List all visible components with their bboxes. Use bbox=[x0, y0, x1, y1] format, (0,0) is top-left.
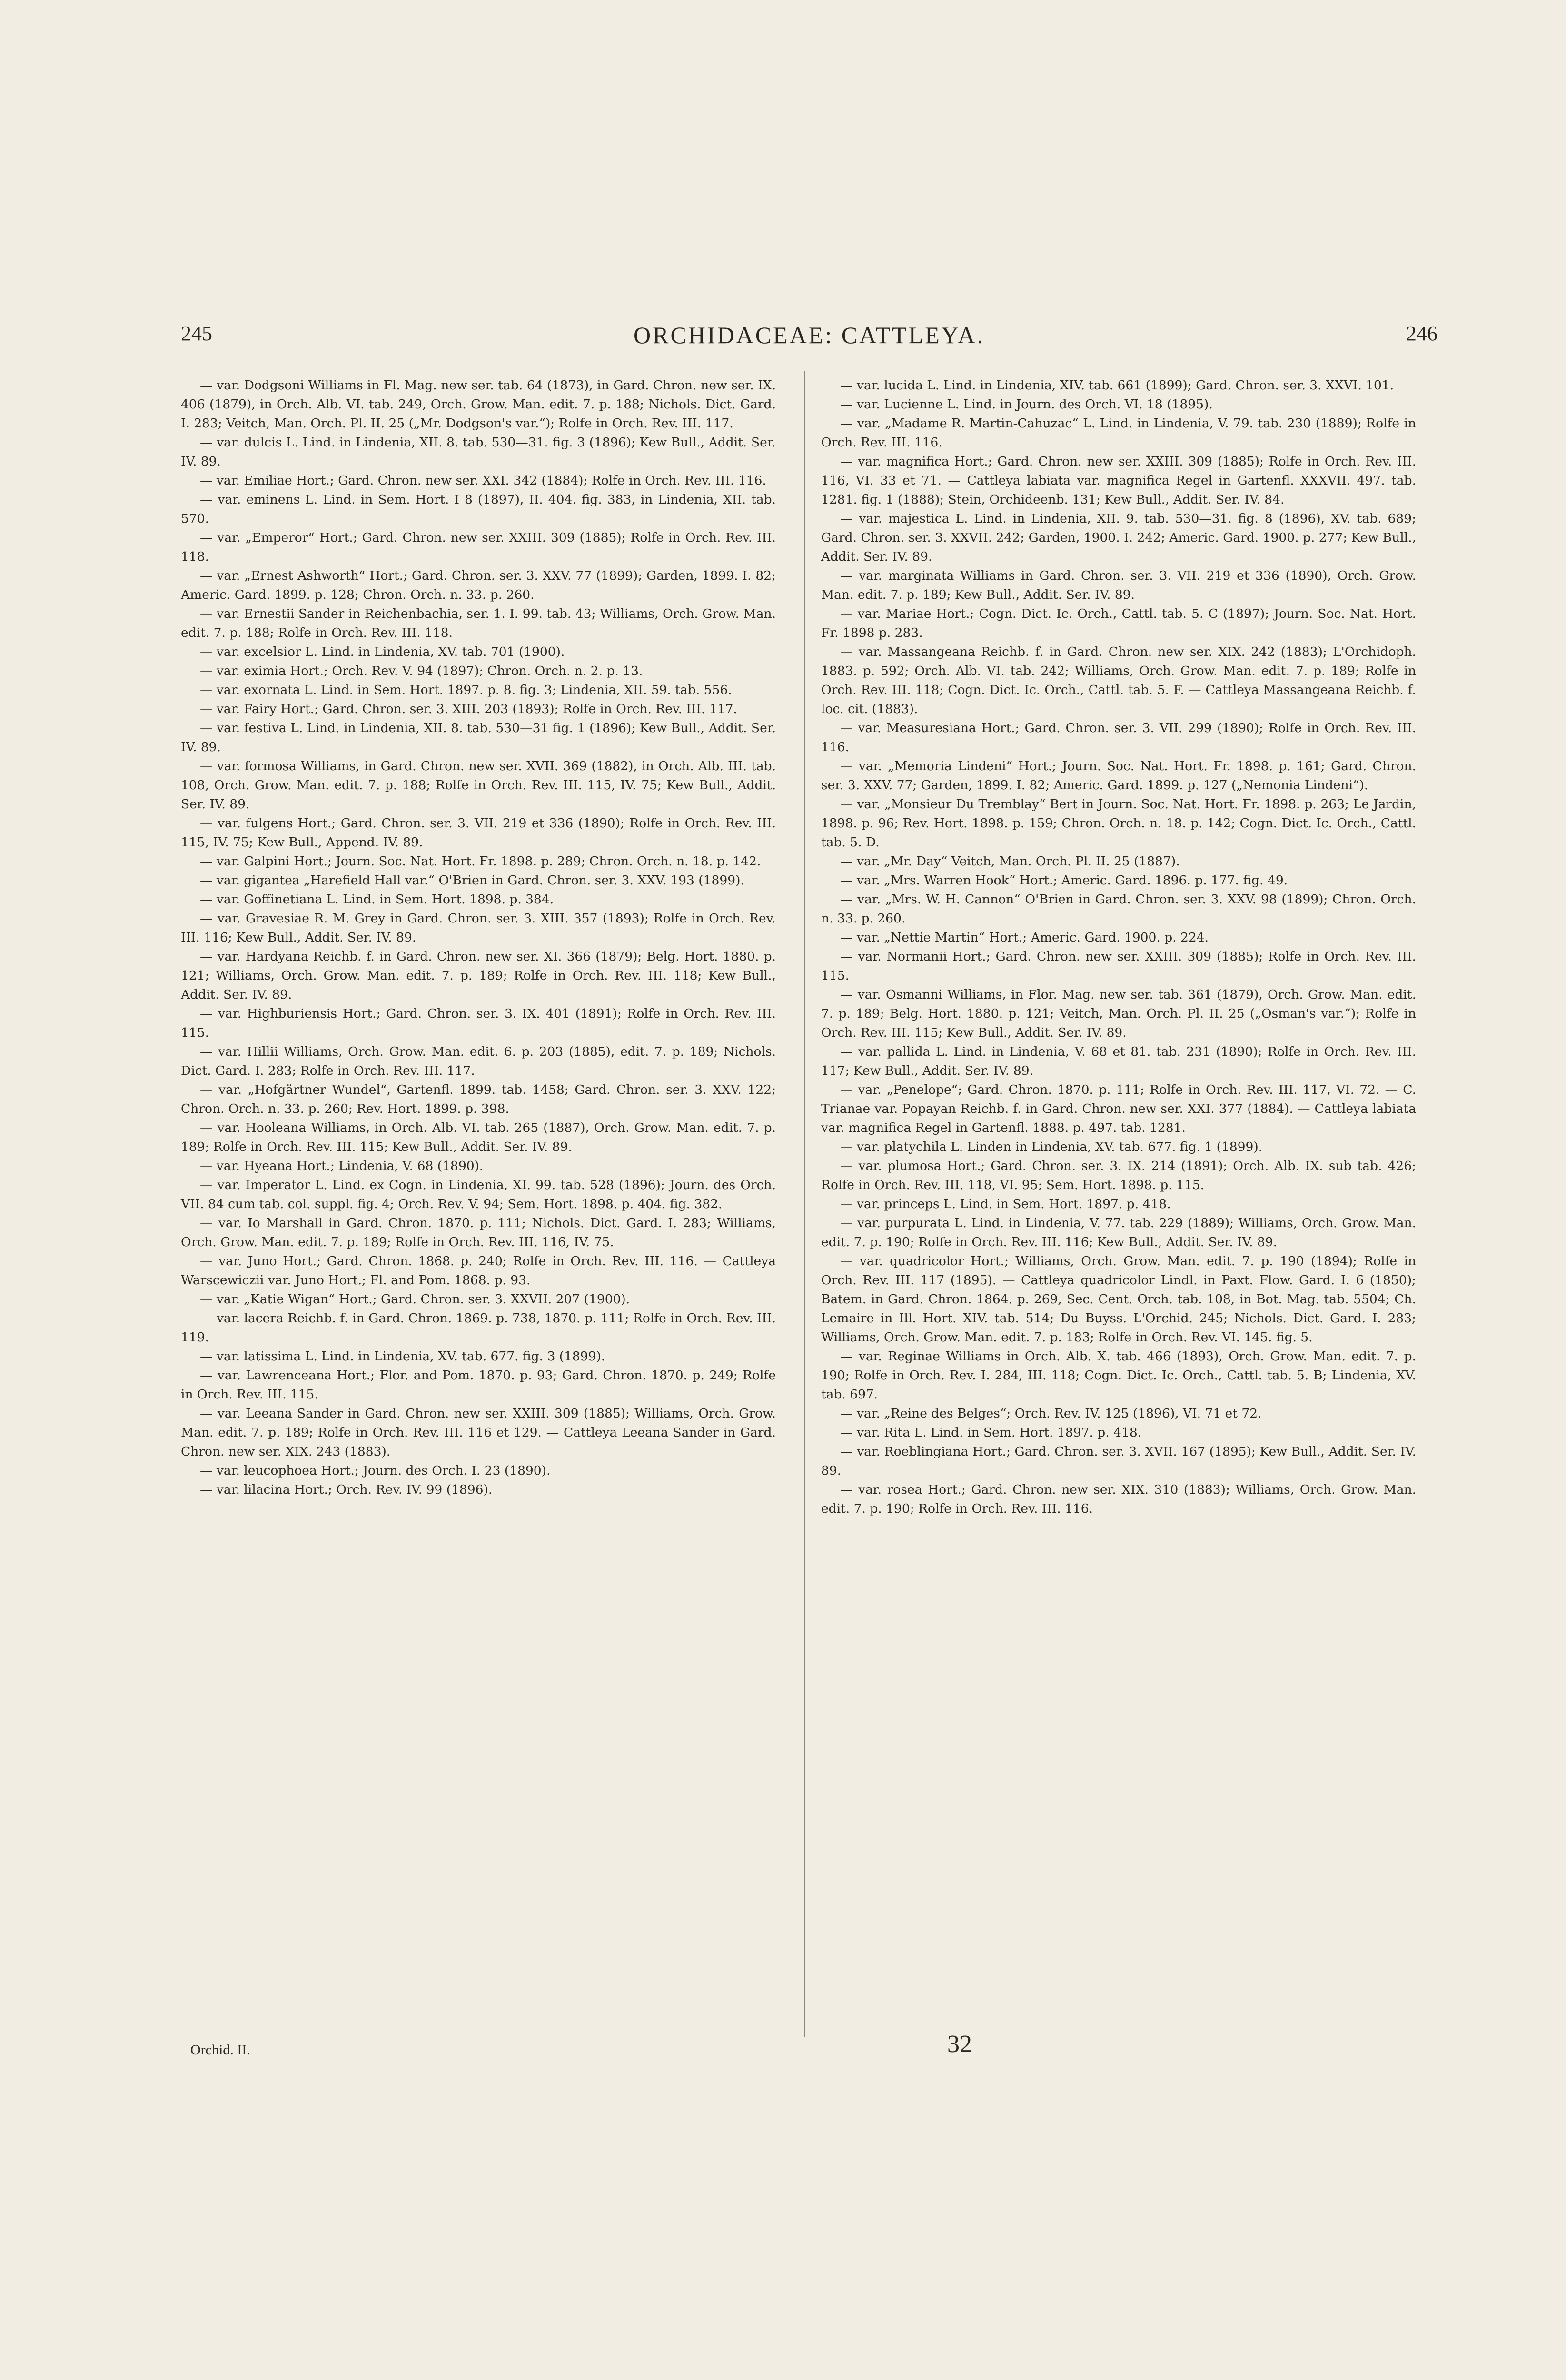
variety-entry: — var. platychila L. Linden in Lindenia, XV. tab. 677. fig. 1 (1899). bbox=[840, 1140, 1263, 1154]
variety-entry: — var. Gravesiae R. M. Grey in Gard. Chron. ser. 3. XIII. 357 (1893); Rolfe in Orch. Rev. III. 116; Kew Bull., Addit. Ser. IV. 89. bbox=[181, 911, 776, 945]
variety-entry: — var. Goffinetiana L. Lind. in Sem. Hort. 1898. p. 384. bbox=[200, 892, 554, 907]
variety-entry: — var. lucida L. Lind. in Lindenia, XIV. tab. 661 (1899); Gard. Chron. ser. 3. XXVI. 101. bbox=[840, 378, 1394, 393]
variety-entry: — var. lacera Reichb. f. in Gard. Chron. 1869. p. 738, 1870. p. 111; Rolfe in Orch. Rev. III. 119. bbox=[181, 1311, 776, 1345]
variety-entry: — var. „Penelope“; Gard. Chron. 1870. p. 111; Rolfe in Orch. Rev. III. 117, VI. 72. — C. Trianae var. Popayan Reichb. f. in Gard. Chron. new ser. XXI. 377 (1884). — Cattleya labiata var. magnifica Regel in Gartenfl. 1888. p. 497. tab. 1281. bbox=[821, 1082, 1416, 1135]
variety-entry: — var. dulcis L. Lind. in Lindenia, XII. 8. tab. 530—31. fig. 3 (1896); Kew Bull., Addit. Ser. IV. 89. bbox=[181, 435, 776, 469]
variety-entry: — var. fulgens Hort.; Gard. Chron. ser. 3. VII. 219 et 336 (1890); Rolfe in Orch. Rev. III. 115, IV. 75; Kew Bull., Append. IV. 89. bbox=[181, 816, 776, 850]
variety-entry: — var. festiva L. Lind. in Lindenia, XII. 8. tab. 530—31 fig. 1 (1896); Kew Bull., Addit. Ser. IV. 89. bbox=[181, 721, 776, 754]
variety-entry: — var. eximia Hort.; Orch. Rev. V. 94 (1897); Chron. Orch. n. 2. p. 13. bbox=[200, 664, 643, 678]
variety-entry: — var. „Monsieur Du Tremblay“ Bert in Journ. Soc. Nat. Hort. Fr. 1898. p. 263; Le Jardin, 1898. p. 96; Rev. Hort. 1898. p. 159; Chron. Orch. n. 18. p. 142; Cogn. Dict. Ic. Orch., Cattl. tab. 5. D. bbox=[821, 797, 1416, 850]
variety-entry: — var. latissima L. Lind. in Lindenia, XV. tab. 677. fig. 3 (1899). bbox=[200, 1349, 605, 1364]
variety-entry: — var. Roeblingiana Hort.; Gard. Chron. ser. 3. XVII. 167 (1895); Kew Bull., Addit. Ser. IV. 89. bbox=[821, 1444, 1416, 1478]
variety-entry: — var. „Nettie Martin“ Hort.; Americ. Gard. 1900. p. 224. bbox=[840, 930, 1209, 945]
variety-entry: — var. Measuresiana Hort.; Gard. Chron. ser. 3. VII. 299 (1890); Rolfe in Orch. Rev. III. 116. bbox=[821, 721, 1416, 754]
variety-entry: — var. marginata Williams in Gard. Chron. ser. 3. VII. 219 et 336 (1890), Orch. Grow. Man. edit. 7. p. 189; Kew Bull., Addit. Ser. IV. 89. bbox=[821, 568, 1416, 602]
page-number-right: 246 bbox=[1406, 322, 1437, 345]
variety-entry: — var. „Memoria Lindeni“ Hort.; Journ. Soc. Nat. Hort. Fr. 1898. p. 161; Gard. Chron. ser. 3. XXV. 77; Garden, 1899. I. 82; Americ. Gard. 1899. p. 127 („Nemonia Lindeni“). bbox=[821, 759, 1416, 793]
variety-entry: — var. leucophoea Hort.; Journ. des Orch. I. 23 (1890). bbox=[200, 1463, 551, 1478]
footer-signature-mark: 32 bbox=[947, 2031, 972, 2058]
variety-entry: — var. rosea Hort.; Gard. Chron. new ser. XIX. 310 (1883); Williams, Orch. Grow. Man. edit. 7. p. 190; Rolfe in Orch. Rev. III. 116. bbox=[821, 1482, 1416, 1516]
variety-entry: — var. Ernestii Sander in Reichenbachia, ser. 1. I. 99. tab. 43; Williams, Orch. Grow. Man. edit. 7. p. 188; Rolfe in Orch. Rev. III. 118. bbox=[181, 606, 776, 640]
variety-entry: — var. „Emperor“ Hort.; Gard. Chron. new ser. XXIII. 309 (1885); Rolfe in Orch. Rev. III. 118. bbox=[181, 530, 776, 564]
variety-entry: — var. „Mr. Day“ Veitch, Man. Orch. Pl. II. 25 (1887). bbox=[840, 854, 1180, 869]
variety-entry: — var. Osmanni Williams, in Flor. Mag. new ser. tab. 361 (1879), Orch. Grow. Man. edit. 7. p. 189; Belg. Hort. 1880. p. 121; Veitch, Man. Orch. Pl. II. 25 („Osman's var.“); Rolfe in Orch. Rev. III. 115; Kew Bull., Addit. Ser. IV. 89. bbox=[821, 987, 1416, 1040]
variety-entry: — var. Lucienne L. Lind. in Journ. des Orch. VI. 18 (1895). bbox=[840, 397, 1213, 412]
variety-entry: — var. „Reine des Belges“; Orch. Rev. IV. 125 (1896), VI. 71 et 72. bbox=[840, 1406, 1262, 1421]
variety-entry: — var. Rita L. Lind. in Sem. Hort. 1897. p. 418. bbox=[840, 1425, 1142, 1440]
left-column bbox=[181, 376, 776, 1499]
variety-entry: — var. Dodgsoni Williams in Fl. Mag. new ser. tab. 64 (1873), in Gard. Chron. new ser. IX. 406 (1879), in Orch. Alb. VI. tab. 249, Orch. Grow. Man. edit. 7. p. 188; Nichols. Dict. Gard. I. 283; Veitch, Man. Orch. Pl. II. 25 („Mr. Dodgson's var.“); Rolfe in Orch. Rev. III. 117. bbox=[181, 378, 776, 431]
variety-entry: — var. Normanii Hort.; Gard. Chron. new ser. XXIII. 309 (1885); Rolfe in Orch. Rev. III. 115. bbox=[821, 949, 1416, 983]
page-number-left: 245 bbox=[181, 322, 212, 345]
variety-entry: — var. Reginae Williams in Orch. Alb. X. tab. 466 (1893), Orch. Grow. Man. edit. 7. p. 190; Rolfe in Orch. Rev. I. 284, III. 118; Cogn. Dict. Ic. Orch., Cattl. tab. 5. B; Lindenia, XV. tab. 697. bbox=[821, 1349, 1416, 1402]
variety-entry: — var. lilacina Hort.; Orch. Rev. IV. 99 (1896). bbox=[200, 1482, 493, 1497]
variety-entry: — var. „Hofgärtner Wundel“, Gartenfl. 1899. tab. 1458; Gard. Chron. ser. 3. XXV. 122; Chron. Orch. n. 33. p. 260; Rev. Hort. 1899. p. 398. bbox=[181, 1082, 776, 1116]
variety-entry: — var. magnifica Hort.; Gard. Chron. new ser. XXIII. 309 (1885); Rolfe in Orch. Rev. III. 116, VI. 33 et 71. — Cattleya labiata var. magnifica Regel in Gartenfl. XXXVII. 497. tab. 1281. fig. 1 (1888); Stein, Orchideenb. 131; Kew Bull., Addit. Ser. IV. 84. bbox=[821, 454, 1416, 507]
variety-entry: — var. Galpini Hort.; Journ. Soc. Nat. Hort. Fr. 1898. p. 289; Chron. Orch. n. 18. p. 142. bbox=[200, 854, 761, 869]
running-title: ORCHIDACEAE: CATTLEYA. bbox=[634, 322, 985, 348]
variety-entry: — var. majestica L. Lind. in Lindenia, XII. 9. tab. 530—31. fig. 8 (1896), XV. tab. 689; Gard. Chron. ser. 3. XXVII. 242; Garden, 1900. I. 242; Americ. Gard. 1900. p. 277; Kew Bull., Addit. Ser. IV. 89. bbox=[821, 511, 1416, 564]
variety-entry: — var. excelsior L. Lind. in Lindenia, XV. tab. 701 (1900). bbox=[200, 645, 565, 659]
variety-entry: — var. Hillii Williams, Orch. Grow. Man. edit. 6. p. 203 (1885), edit. 7. p. 189; Nichols. Dict. Gard. I. 283; Rolfe in Orch. Rev. III. 117. bbox=[181, 1044, 776, 1078]
variety-entry: — var. exornata L. Lind. in Sem. Hort. 1897. p. 8. fig. 3; Lindenia, XII. 59. tab. 556. bbox=[200, 683, 732, 697]
variety-entry: — var. Hardyana Reichb. f. in Gard. Chron. new ser. XI. 366 (1879); Belg. Hort. 1880. p. 121; Williams, Orch. Grow. Man. edit. 7. p. 189; Rolfe in Orch. Rev. III. 118; Kew Bull., Addit. Ser. IV. 89. bbox=[181, 949, 776, 1002]
right-column bbox=[821, 376, 1416, 1518]
variety-entry: — var. Leeana Sander in Gard. Chron. new ser. XXIII. 309 (1885); Williams, Orch. Grow. Man. edit. 7. p. 189; Rolfe in Orch. Rev. III. 116 et 129. — Cattleya Leeana Sander in Gard. Chron. new ser. XIX. 243 (1883). bbox=[181, 1406, 776, 1459]
variety-entry: — var. „Mrs. Warren Hook“ Hort.; Americ. Gard. 1896. p. 177. fig. 49. bbox=[840, 873, 1288, 888]
variety-entry: — var. Lawrenceana Hort.; Flor. and Pom. 1870. p. 93; Gard. Chron. 1870. p. 249; Rolfe in Orch. Rev. III. 115. bbox=[181, 1368, 776, 1402]
variety-entry: — var. purpurata L. Lind. in Lindenia, V. 77. tab. 229 (1889); Williams, Orch. Grow. Man. edit. 7. p. 190; Rolfe in Orch. Rev. III. 116; Kew Bull., Addit. Ser. IV. 89. bbox=[821, 1216, 1416, 1250]
variety-entry: — var. Emiliae Hort.; Gard. Chron. new ser. XXI. 342 (1884); Rolfe in Orch. Rev. III. 116. bbox=[200, 473, 766, 488]
variety-entry: — var. Mariae Hort.; Cogn. Dict. Ic. Orch., Cattl. tab. 5. C (1897); Journ. Soc. Nat. Hort. Fr. 1898 p. 283. bbox=[821, 606, 1416, 640]
variety-entry: — var. gigantea „Harefield Hall var.“ O'Brien in Gard. Chron. ser. 3. XXV. 193 (1899). bbox=[200, 873, 744, 888]
variety-entry: — var. „Madame R. Martin-Cahuzac“ L. Lind. in Lindenia, V. 79. tab. 230 (1889); Rolfe in Orch. Rev. III. 116. bbox=[821, 416, 1416, 450]
variety-entry: — var. formosa Williams, in Gard. Chron. new ser. XVII. 369 (1882), in Orch. Alb. III. tab. 108, Orch. Grow. Man. edit. 7. p. 188; Rolfe in Orch. Rev. III. 115, IV. 75; Kew Bull., Addit. Ser. IV. 89. bbox=[181, 759, 776, 812]
variety-entry: — var. „Katie Wigan“ Hort.; Gard. Chron. ser. 3. XXVII. 207 (1900). bbox=[200, 1292, 630, 1307]
variety-entry: — var. Juno Hort.; Gard. Chron. 1868. p. 240; Rolfe in Orch. Rev. III. 116. — Cattleya Warscewiczii var. Juno Hort.; Fl. and Pom. 1868. p. 93. bbox=[181, 1254, 776, 1288]
page-header bbox=[181, 321, 1437, 355]
variety-entry: — var. eminens L. Lind. in Sem. Hort. I 8 (1897), II. 404. fig. 383, in Lindenia, XII. tab. 570. bbox=[181, 492, 776, 526]
column-divider bbox=[804, 371, 805, 2037]
variety-entry: — var. Fairy Hort.; Gard. Chron. ser. 3. XIII. 203 (1893); Rolfe in Orch. Rev. III. 117. bbox=[200, 702, 737, 716]
variety-entry: — var. „Mrs. W. H. Cannon“ O'Brien in Gard. Chron. ser. 3. XXV. 98 (1899); Chron. Orch. n. 33. p. 260. bbox=[821, 892, 1416, 926]
variety-entry: — var. Imperator L. Lind. ex Cogn. in Lindenia, XI. 99. tab. 528 (1896); Journ. des Orch. VII. 84 cum tab. col. suppl. fig. 4; Orch. Rev. V. 94; Sem. Hort. 1898. p. 404. fig. 382. bbox=[181, 1178, 776, 1211]
variety-entry: — var. Hyeana Hort.; Lindenia, V. 68 (1890). bbox=[200, 1159, 484, 1173]
variety-entry: — var. Io Marshall in Gard. Chron. 1870. p. 111; Nichols. Dict. Gard. I. 283; Williams, Orch. Grow. Man. edit. 7. p. 189; Rolfe in Orch. Rev. III. 116, IV. 75. bbox=[181, 1216, 776, 1250]
variety-entry: — var. Massangeana Reichb. f. in Gard. Chron. new ser. XIX. 242 (1883); L'Orchidoph. 1883. p. 592; Orch. Alb. VI. tab. 242; Williams, Orch. Grow. Man. edit. 7. p. 189; Rolfe in Orch. Rev. III. 118; Cogn. Dict. Ic. Orch., Cattl. tab. 5. F. — Cattleya Massangeana Reichb. f. loc. cit. (1883). bbox=[821, 645, 1416, 716]
variety-entry: — var. princeps L. Lind. in Sem. Hort. 1897. p. 418. bbox=[840, 1197, 1171, 1211]
footer-volume-label: Orchid. II. bbox=[190, 2042, 250, 2058]
variety-entry: — var. Highburiensis Hort.; Gard. Chron. ser. 3. IX. 401 (1891); Rolfe in Orch. Rev. III. 115. bbox=[181, 1006, 776, 1040]
variety-entry: — var. Hooleana Williams, in Orch. Alb. VI. tab. 265 (1887), Orch. Grow. Man. edit. 7. p. 189; Rolfe in Orch. Rev. III. 115; Kew Bull., Addit. Ser. IV. 89. bbox=[181, 1121, 776, 1154]
variety-entry: — var. quadricolor Hort.; Williams, Orch. Grow. Man. edit. 7. p. 190 (1894); Rolfe in Orch. Rev. III. 117 (1895). — Cattleya quadricolor Lindl. in Paxt. Flow. Gard. I. 6 (1850); Batem. in Gard. Chron. 1864. p. 269, Sec. Cent. Orch. tab. 108, in Bot. Mag. tab. 5504; Ch. Lemaire in Ill. Hort. XIV. tab. 514; Du Buyss. L'Orchid. 245; Nichols. Dict. Gard. I. 283; Williams, Orch. Grow. Man. edit. 7. p. 183; Rolfe in Orch. Rev. VI. 145. fig. 5. bbox=[821, 1254, 1416, 1345]
variety-entry: — var. pallida L. Lind. in Lindenia, V. 68 et 81. tab. 231 (1890); Rolfe in Orch. Rev. III. 117; Kew Bull., Addit. Ser. IV. 89. bbox=[821, 1044, 1416, 1078]
variety-entry: — var. plumosa Hort.; Gard. Chron. ser. 3. IX. 214 (1891); Orch. Alb. IX. sub tab. 426; Rolfe in Orch. Rev. III. 118, VI. 95; Sem. Hort. 1898. p. 115. bbox=[821, 1159, 1416, 1192]
variety-entry: — var. „Ernest Ashworth“ Hort.; Gard. Chron. ser. 3. XXV. 77 (1899); Garden, 1899. I. 82; Americ. Gard. 1899. p. 128; Chron. Orch. n. 33. p. 260. bbox=[181, 568, 776, 602]
